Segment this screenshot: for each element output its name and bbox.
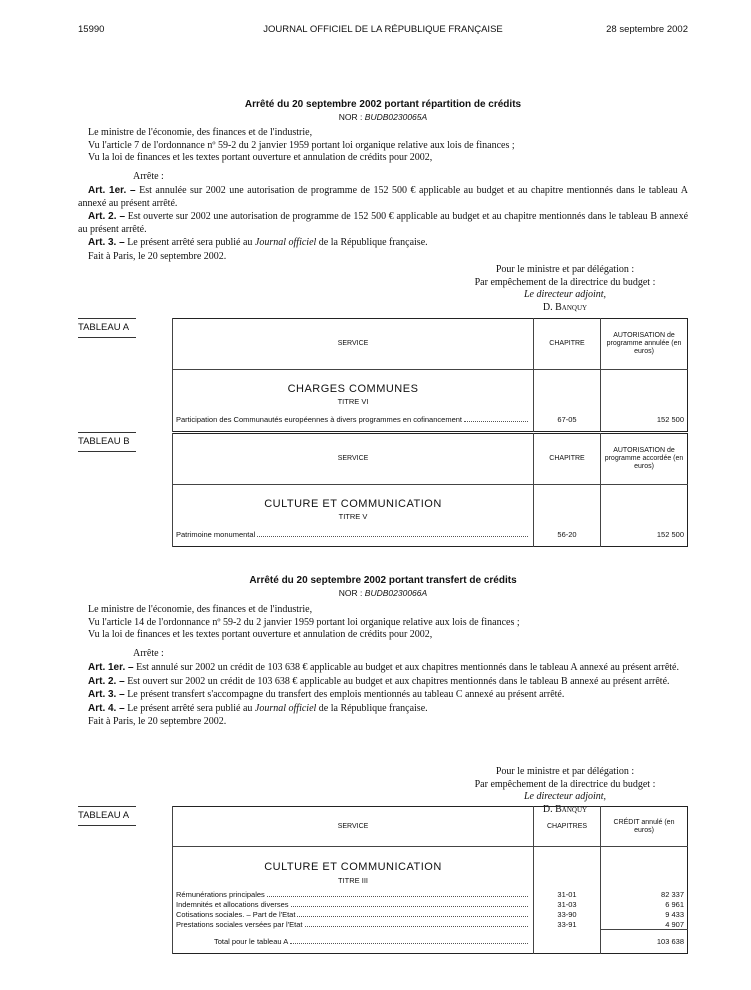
signature-role: Le directeur adjoint, xyxy=(523,791,607,802)
col-header: CHAPITRES xyxy=(534,807,601,847)
total-label: Total pour le tableau A xyxy=(214,936,289,946)
arrete: Arrête : xyxy=(133,170,164,182)
article-label: Art. 1er. – xyxy=(88,662,134,673)
signature-role: Le directeur adjoint, xyxy=(523,289,607,300)
done-at: Fait à Paris, le 20 septembre 2002. xyxy=(88,250,227,262)
table-row xyxy=(173,899,688,909)
table-a-transfer xyxy=(172,806,688,954)
journal-name: Journal officiel xyxy=(254,237,317,248)
amount-cell: 152 500 xyxy=(601,523,688,546)
chapitre-cell: 33-90 xyxy=(534,909,601,919)
total-amount: 103 638 xyxy=(601,929,688,953)
page-number: 15990 xyxy=(78,24,105,35)
article-text: Le présent transfert s'accompagne du transfert des emplois mentionnés au tableau C annexé au présent arrêté. xyxy=(124,689,565,700)
article-label: Art. 1er. – xyxy=(88,185,136,196)
nor-reference xyxy=(78,112,688,122)
service-cell: Rémunérations principales xyxy=(176,889,265,899)
page-header xyxy=(78,24,688,38)
signature-name: D. Banquy xyxy=(542,803,588,815)
journal-name: Journal officiel xyxy=(254,702,317,714)
article-text: Le présent arrêté sera publié au xyxy=(124,702,255,714)
col-header: CHAPITRE xyxy=(534,434,601,485)
article-text: Est annulée sur 2002 une autorisation de programme de 152 500 € applicable au budget et au chapitre mentionnés dans le tableau A annexé au présent arrêté. xyxy=(78,185,688,209)
amount-cell: 152 500 xyxy=(601,408,688,431)
article-2 xyxy=(78,211,688,236)
col-header: CHAPITRE xyxy=(534,319,601,370)
signature-line: Pour le ministre et par délégation : xyxy=(495,766,635,777)
service-cell: Participation des Communautés européennes à divers programmes en cofinancement xyxy=(176,415,462,425)
amount-cell: 82 337 xyxy=(601,889,688,899)
nor-code: BUDB0230065A xyxy=(364,112,428,122)
table-label: TABLEAU B xyxy=(78,432,136,452)
nor-reference xyxy=(78,588,688,598)
table-label: TABLEAU A xyxy=(78,318,136,338)
article-label: Art. 3. – xyxy=(88,689,125,700)
arrete: Arrête : xyxy=(133,647,164,659)
article-text: Est ouvert sur 2002 un crédit de 103 638 € applicable au budget et aux chapitres mentionnés dans le tableau B annexé au présent arrêté. xyxy=(124,675,670,687)
table-label: TABLEAU A xyxy=(78,806,136,826)
col-header: AUTORISATION de programme accordée (en euros) xyxy=(601,434,688,485)
table-b xyxy=(172,433,688,547)
table-row xyxy=(173,408,688,431)
table-row xyxy=(173,909,688,919)
titre-heading: TITRE III xyxy=(173,873,534,889)
article-2 xyxy=(78,676,688,689)
article-label: Art. 3. – xyxy=(88,237,125,248)
visa: Le ministre de l'économie, des finances et de l'industrie, xyxy=(88,604,313,615)
table-a xyxy=(172,318,688,432)
service-cell: Prestations sociales versées par l'Etat xyxy=(176,919,303,929)
visa: Vu la loi de finances et les textes portant ouverture et annulation de crédits pour 2002, xyxy=(88,629,433,640)
signature-line: Par empêchement de la directrice du budget : xyxy=(474,276,656,288)
article-4 xyxy=(78,703,688,716)
col-header: SERVICE xyxy=(173,434,534,485)
decree-body xyxy=(78,604,688,729)
issue-date: 28 septembre 2002 xyxy=(606,24,688,35)
chapitre-cell: 56-20 xyxy=(534,523,601,546)
nor-code: BUDB0230066A xyxy=(364,588,428,598)
col-header: AUTORISATION de programme annulée (en euros) xyxy=(601,319,688,370)
article-text: Est annulé sur 2002 un crédit de 103 638 € applicable au budget et aux chapitres mentionnés dans le tableau A annexé au présent arrêté. xyxy=(133,662,679,673)
done-at: Fait à Paris, le 20 septembre 2002. xyxy=(88,716,227,727)
decree-body xyxy=(78,127,688,263)
col-header: SERVICE xyxy=(173,319,534,370)
titre-heading: TITRE VI xyxy=(173,395,534,409)
table-row xyxy=(173,523,688,546)
visa: Vu la loi de finances et les textes portant ouverture et annulation de crédits pour 2002, xyxy=(88,152,433,163)
amount-cell: 9 433 xyxy=(601,909,688,919)
amount-cell: 6 961 xyxy=(601,899,688,909)
article-text: de la République française. xyxy=(316,702,428,714)
table-row xyxy=(173,919,688,929)
signature-line: Pour le ministre et par délégation : xyxy=(495,264,635,275)
signature-line: Par empêchement de la directrice du budget : xyxy=(474,778,656,790)
titre-heading: TITRE V xyxy=(173,510,534,524)
article-label: Art. 4. – xyxy=(88,702,125,714)
article-3 xyxy=(78,689,688,702)
article-1 xyxy=(78,185,688,210)
section-heading: CULTURE ET COMMUNICATION xyxy=(173,847,534,873)
signature xyxy=(420,264,710,314)
article-label: Art. 2. – xyxy=(88,211,126,222)
visa: Vu l'article 14 de l'ordonnance nº 59-2 du 2 janvier 1959 portant loi organique relative aux lois de finances ; xyxy=(88,616,520,628)
section-heading: CULTURE ET COMMUNICATION xyxy=(173,484,534,509)
visa: Vu l'article 7 de l'ordonnance nº 59-2 du 2 janvier 1959 portant loi organique relative aux lois de finances ; xyxy=(88,139,515,151)
chapitre-cell: 31-01 xyxy=(534,889,601,899)
article-3 xyxy=(78,237,688,250)
section-heading: CHARGES COMMUNES xyxy=(173,369,534,394)
visa: Le ministre de l'économie, des finances et de l'industrie, xyxy=(88,127,313,138)
chapitre-cell: 67-05 xyxy=(534,408,601,431)
nor-label: NOR : xyxy=(338,588,363,598)
decree-title: Arrêté du 20 septembre 2002 portant répartition de crédits xyxy=(244,99,522,110)
chapitre-cell: 33-91 xyxy=(534,919,601,929)
service-cell: Indemnités et allocations diverses xyxy=(176,899,289,909)
article-text: Est ouverte sur 2002 une autorisation de programme de 152 500 € applicable au budget et au chapitre mentionnés dans le tableau B annexé au présent arrêté. xyxy=(78,211,689,235)
article-label: Art. 2. – xyxy=(88,675,125,687)
nor-label: NOR : xyxy=(338,112,363,122)
col-header: CRÉDIT annulé (en euros) xyxy=(601,807,688,847)
amount-cell: 4 907 xyxy=(601,919,688,929)
decree-title: Arrêté du 20 septembre 2002 portant transfert de crédits xyxy=(249,575,517,586)
table-row xyxy=(173,889,688,899)
chapitre-cell: 31-03 xyxy=(534,899,601,909)
service-cell: Patrimoine monumental xyxy=(176,530,256,540)
service-cell: Cotisations sociales. – Part de l'Etat xyxy=(176,909,296,919)
total-row xyxy=(173,929,688,953)
journal-title: JOURNAL OFFICIEL DE LA RÉPUBLIQUE FRANÇAISE xyxy=(263,24,503,35)
article-text: Le présent arrêté sera publié au xyxy=(124,237,255,248)
signature-name: D. Banquy xyxy=(542,301,588,313)
article-1 xyxy=(78,662,688,675)
article-text: de la République française. xyxy=(316,237,428,248)
col-header: SERVICE xyxy=(173,807,534,847)
